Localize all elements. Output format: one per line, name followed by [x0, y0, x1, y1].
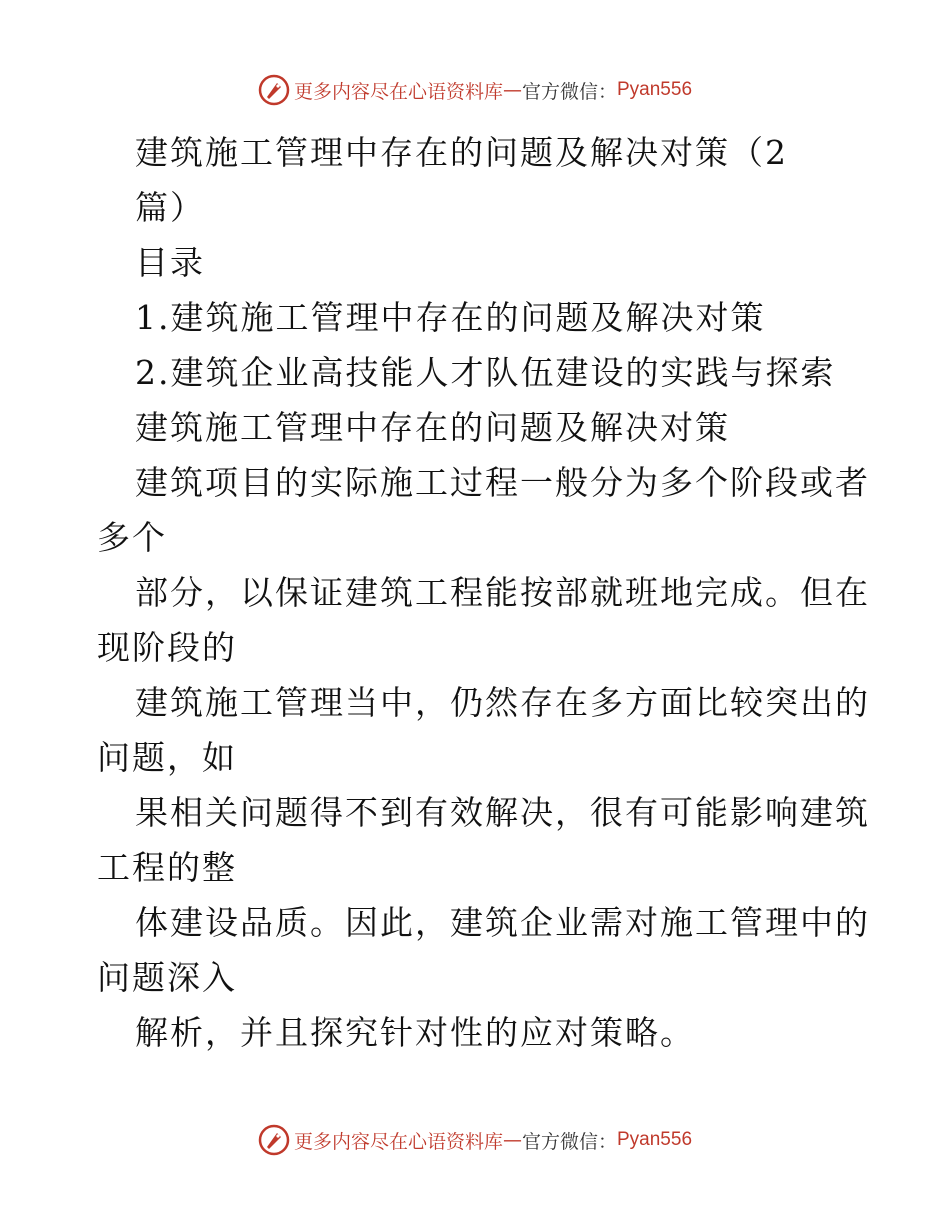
header-banner: [0, 70, 950, 110]
paragraph-line: 部分，以保证建筑工程能按部就班地完成。但在: [135, 573, 870, 612]
footer-banner: [0, 1120, 950, 1160]
document-title-line-1: 建筑施工管理中存在的问题及解决对策（2: [135, 133, 788, 172]
paragraph-line: 解析，并且探究针对性的应对策略。: [135, 1013, 695, 1052]
pen-nib-seal-icon: [258, 1124, 290, 1156]
document-body: [0, 125, 950, 1060]
paragraph-line: 建筑项目的实际施工过程一般分为多个阶段或者: [135, 463, 870, 502]
paragraph-line: 工程的整: [97, 848, 237, 887]
toc-heading: 目录: [135, 243, 205, 282]
section-heading: 建筑施工管理中存在的问题及解决对策: [135, 408, 730, 447]
toc-item-1: 1.建筑施工管理中存在的问题及解决对策: [135, 298, 766, 337]
paragraph-line: 问题，如: [97, 738, 237, 777]
toc-item-2: 2.建筑企业高技能人才队伍建设的实践与探索: [135, 353, 836, 392]
banner-separator: —: [502, 1129, 522, 1151]
banner-separator: —: [502, 79, 522, 101]
paragraph-line: 体建设品质。因此，建筑企业需对施工管理中的: [135, 903, 870, 942]
banner-wechat-label: 官方微信：: [521, 80, 617, 103]
banner-slogan: 更多内容尽在心语资料库: [293, 1130, 503, 1153]
paragraph-line: 现阶段的: [97, 628, 237, 667]
paragraph-line: 多个: [97, 518, 167, 557]
banner-wechat-id: Pyan556: [617, 1129, 693, 1150]
document-title-line-2: 篇）: [135, 188, 205, 227]
banner-wechat-label: 官方微信：: [521, 1130, 617, 1153]
paragraph-line: 问题深入: [97, 958, 237, 997]
banner-slogan: 更多内容尽在心语资料库: [293, 80, 503, 103]
pen-nib-seal-icon: [258, 74, 290, 106]
banner-wechat-id: Pyan556: [617, 79, 693, 100]
paragraph-line: 果相关问题得不到有效解决，很有可能影响建筑: [135, 793, 870, 832]
paragraph-line: 建筑施工管理当中，仍然存在多方面比较突出的: [135, 683, 870, 722]
